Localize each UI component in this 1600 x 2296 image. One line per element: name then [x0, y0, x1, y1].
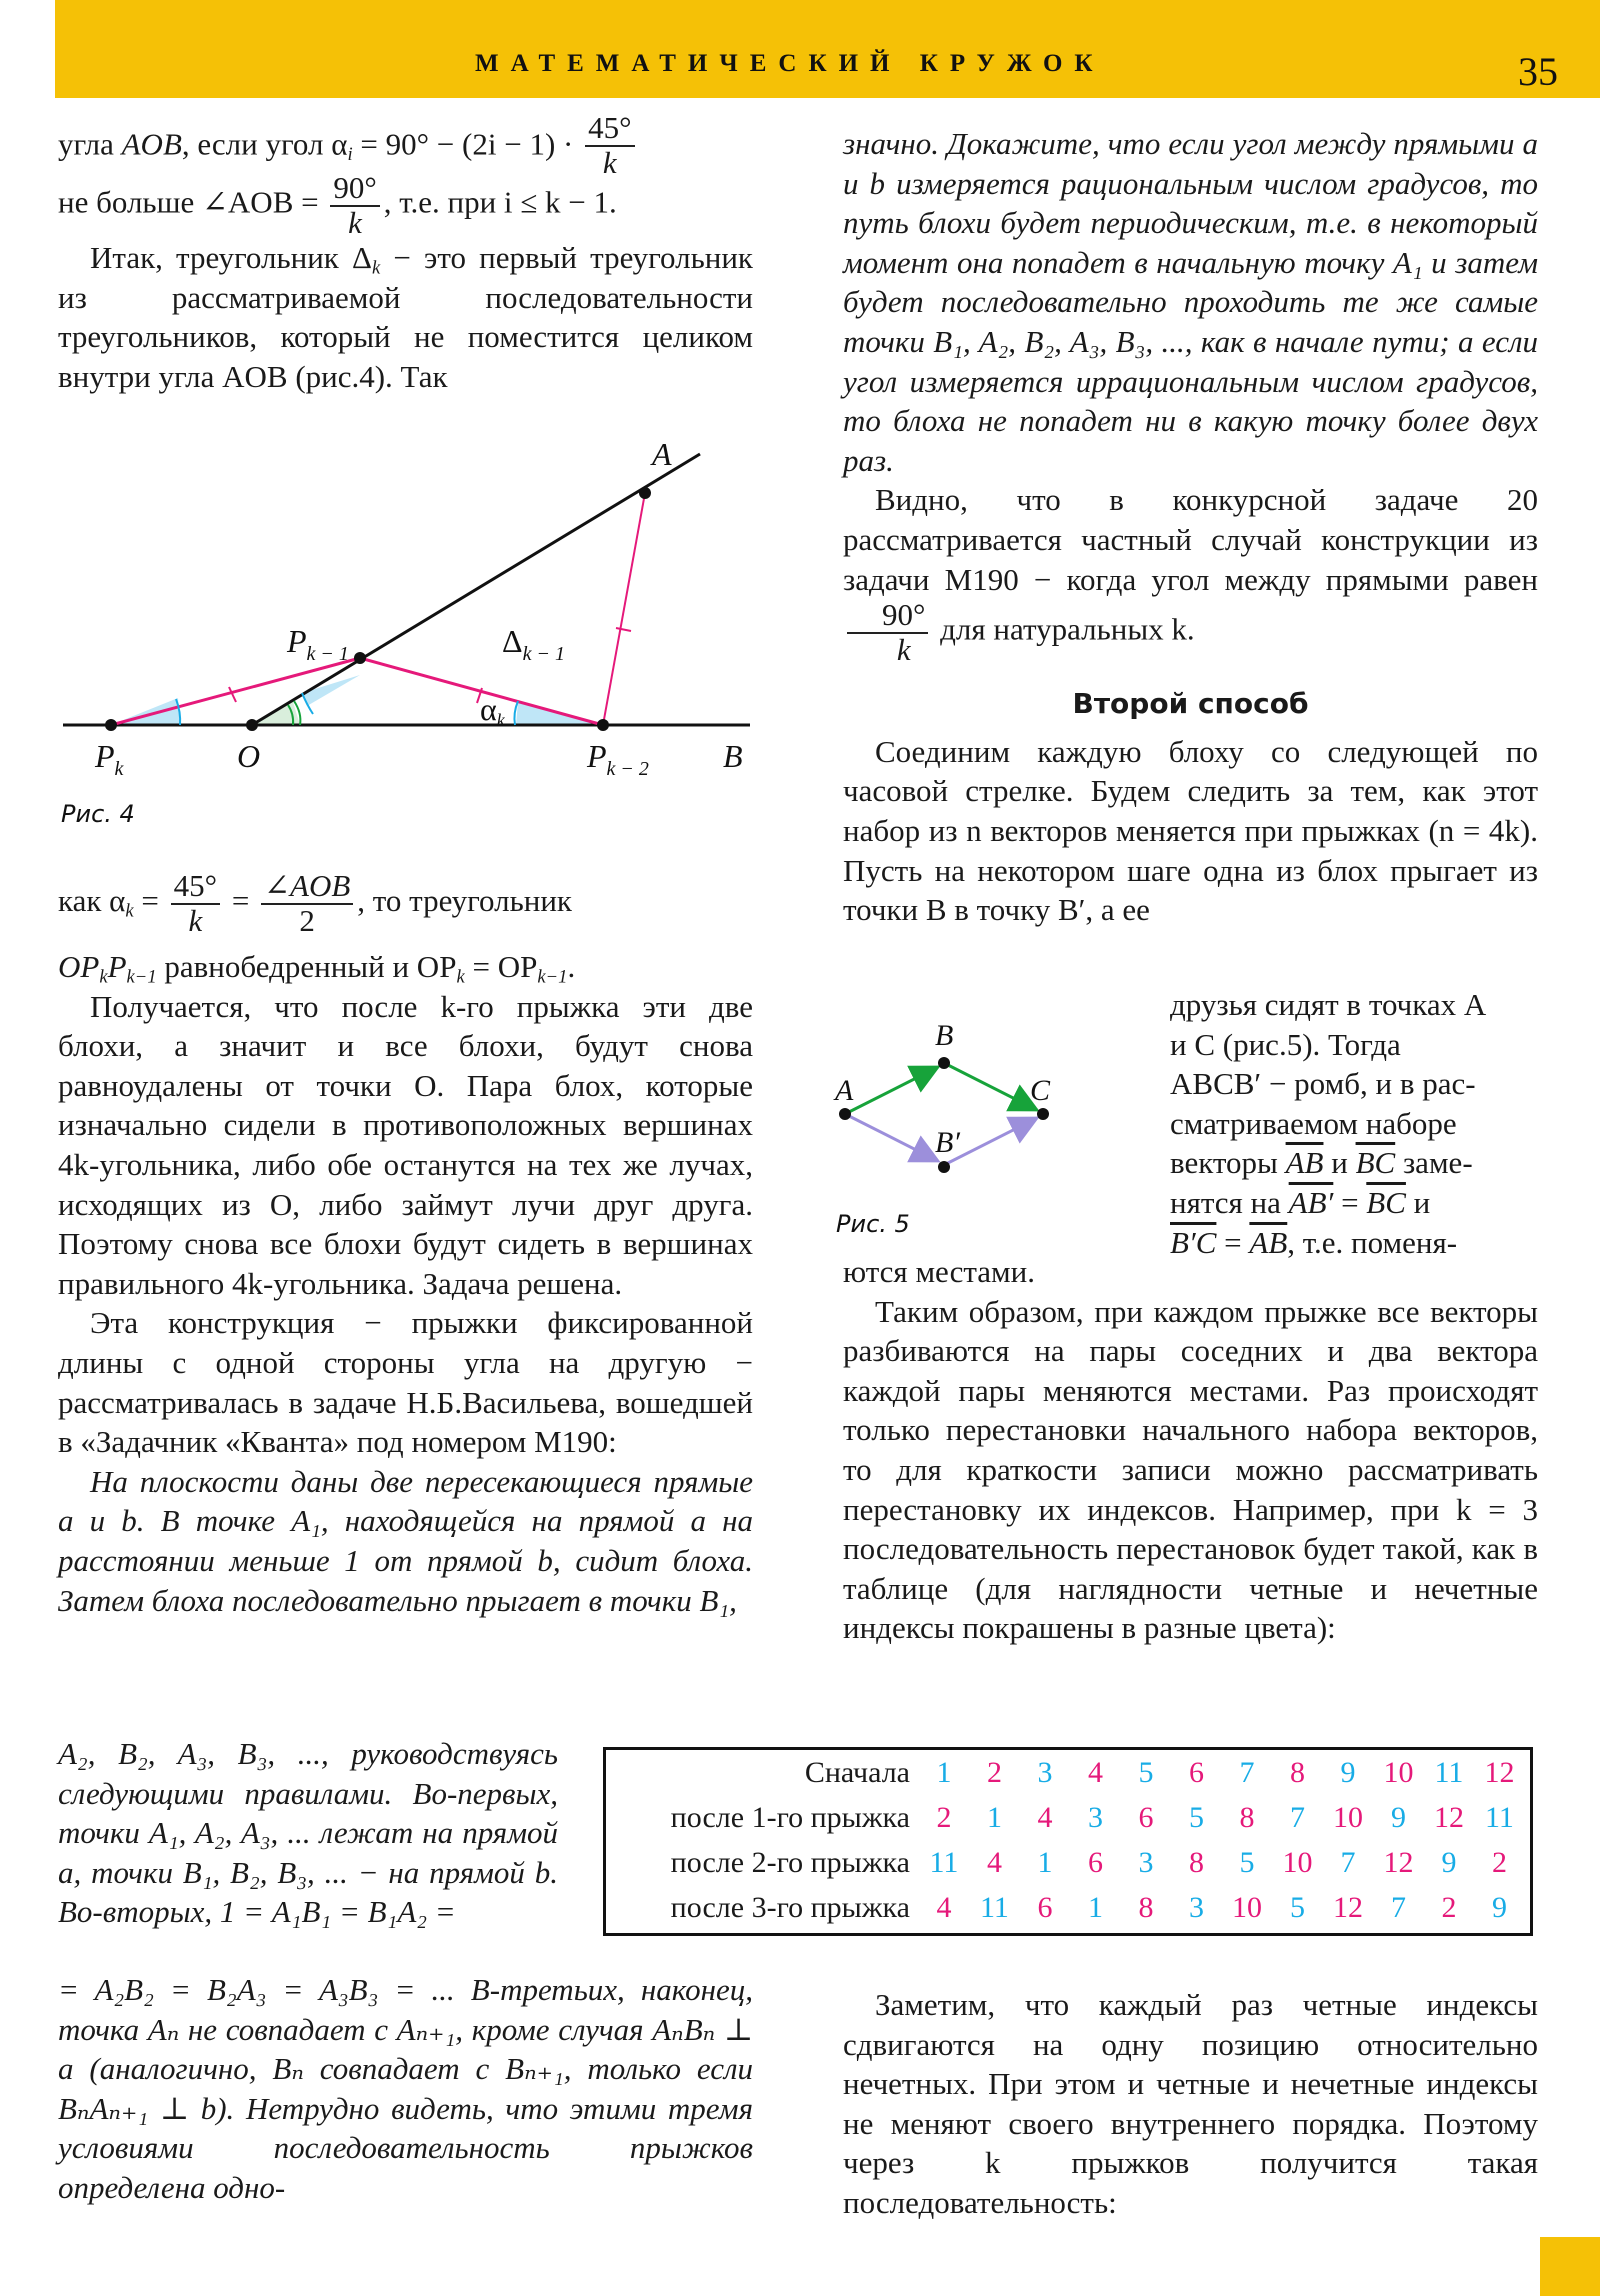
label-a: A [652, 436, 672, 472]
text: , если угол α [181, 126, 348, 162]
table-cell: 7 [1239, 1756, 1255, 1789]
table-cell: 6 [1037, 1891, 1053, 1924]
table-cell: 4 [1088, 1756, 1103, 1789]
table-cell: 5 [1138, 1756, 1154, 1789]
fraction-numerator: 45° [585, 112, 634, 147]
table-cell: 11 [1434, 1756, 1464, 1789]
row-label: после 3-го прыжка [670, 1891, 910, 1924]
section-running-title: МАТЕМАТИЧЕСКИЙ КРУЖОК [475, 50, 1105, 77]
vector-abp: AB′ [1288, 1184, 1334, 1220]
label-pk2: $P_{k - 2}$ [587, 738, 649, 780]
problem-m190-part2: A₂, B₂, A₃, B₃, ..., руководствуясь следующими правилами. Во-первых, точки A₁, A₂, A₃, ... лежат на прямой a, точки B₁, B₂, B₃, ... − на прямой b. Во-вторых, 1 = A₁B₁ = B₁A₂ = [58, 1736, 558, 1930]
paragraph-eta-konstrukciya: Эта конструкция − прыжки фиксированной длины с одной стороны угла на другую − рассматривалась в задаче Н.Б.Васильева, вошедшей в «Задачник «Кванта» под номером М190: [58, 1305, 753, 1460]
fraction [847, 599, 928, 666]
point-b [938, 1057, 950, 1069]
table-cell: 8 [1189, 1846, 1204, 1879]
figure-5-caption: Рис. 5 [836, 1210, 910, 1238]
fraction-numerator: 90° [330, 172, 379, 207]
vector-ab [845, 1067, 938, 1114]
text: Видно, что в конкурсной задаче 20 рассматривается частный случай конструкции из задачи М190 − когда угол между прямыми равен [843, 482, 1538, 597]
page-header [55, 0, 1600, 98]
table-cell: 6 [1088, 1846, 1103, 1879]
row-label: Сначала [804, 1756, 910, 1789]
table-cell: 10 [1333, 1801, 1363, 1834]
table-row [606, 1801, 1530, 1847]
line: $B'C = \overline{AB}$, т.е. поменя- [1170, 1224, 1458, 1260]
text: угла [58, 126, 122, 162]
subscript: k−1 [537, 966, 568, 988]
left-column-end [58, 1970, 753, 2208]
vector-bc: $\overline{BC}$ [1355, 1145, 1396, 1181]
table-cell: 4 [987, 1846, 1002, 1879]
fraction [261, 870, 353, 937]
point-a [639, 487, 651, 499]
text: как α [58, 883, 126, 918]
table-cell: 3 [1088, 1801, 1103, 1834]
line: ются местами. [843, 1254, 1035, 1289]
paragraph-takim-obrazom: Таким образом, при каждом прыжке все векторы разбиваются на пары соседних и два вектора каждой пары меняются местами. Раз происходят только перестановки начального набора векторов, то для краткости записи можно рассматривать перестановку их индексов. Например, при k = 3 последовательность перестановок будет такой, как в таблице (для наглядности четные и нечетные индексы покрашены в разные цвета): [843, 1293, 1538, 1646]
figure-4 [55, 430, 755, 850]
text: и [1323, 1145, 1356, 1181]
corner-decoration [1540, 2237, 1600, 2296]
fraction-denominator: k [896, 631, 911, 667]
subscript: k [99, 966, 108, 988]
line [1170, 1143, 1538, 1183]
text: заме- [1395, 1145, 1473, 1181]
table-row [606, 1756, 1530, 1802]
text: для натуральных k. [932, 611, 1195, 647]
table-cell: 11 [929, 1846, 959, 1879]
label-a: A [835, 1074, 854, 1107]
figure-4-caption: Рис. 4 [61, 800, 135, 828]
permutation-table [603, 1747, 1533, 1936]
label-pk: $P_k$ [95, 738, 124, 780]
subscript: k [125, 900, 134, 922]
table-cell: 9 [1441, 1846, 1457, 1879]
left-column [58, 112, 753, 396]
subscript: k [456, 966, 465, 988]
right-column [843, 124, 1538, 930]
table-cell: 10 [1232, 1891, 1262, 1924]
subscript: k−1 [126, 966, 157, 988]
vector-bc [944, 1063, 1037, 1110]
point-pk2 [597, 719, 609, 731]
paragraph-zametim: Заметим, что каждый раз четные индексы сдвигаются на одну позицию относительно нечетных. При этом и четные и нечетные индексы не меняют своего внутреннего порядка. Поэтому через k прыжков получится такая последовательность: [843, 1987, 1538, 2220]
subscript: k [371, 257, 381, 279]
text: = [133, 883, 167, 918]
right-column-end [843, 1985, 1538, 2223]
point-a [839, 1108, 851, 1120]
right-column-wrap [1170, 985, 1538, 1262]
table-cell: 7 [1391, 1891, 1406, 1924]
text: , то треугольник [357, 883, 572, 918]
vector-abp [845, 1114, 938, 1161]
fraction-numerator: ∠AOB [261, 870, 353, 905]
line: ABCB′ − ромб, и в рас- [1170, 1066, 1476, 1102]
section-title: Второй способ [1072, 687, 1309, 721]
table-cell: 6 [1138, 1801, 1154, 1834]
text: = [1333, 1184, 1367, 1220]
table-cell: 1 [1088, 1891, 1103, 1924]
point-o [246, 719, 258, 731]
text: = OP [464, 949, 538, 984]
label-bp: B′ [935, 1126, 960, 1159]
text: , т.е. поменя- [1287, 1224, 1458, 1260]
problem-m190-part4: значно. Докажите, что если угол между прямыми a и b измеряется рациональным числом градусов, то путь блохи будет периодическим, т.е. в некоторый момент она попадет в начальную точку A₁ и затем будет последовательно проходить те же самые точки B₁, A₂, B₂, A₃, B₃, ..., как в начале пути; а если угол измеряется иррациональным числом градусов, то блоха не попадет ни в какую точку более двух раз. [843, 126, 1538, 478]
text: не больше ∠AOB = [58, 184, 327, 220]
table-cell: 2 [1441, 1891, 1457, 1924]
table-cell: 12 [1383, 1846, 1414, 1879]
fraction-denominator: k [602, 144, 617, 180]
left-column-wrap [58, 1734, 558, 1932]
math: OP [58, 949, 100, 984]
label-delta: $\Delta_{k - 1}$ [502, 623, 565, 665]
paragraph-poluchaetsya: Получается, что после k-го прыжка эти две блохи, а значит и все блохи, будут снова равноудалены от точки O. Пара блох, которые изначально сидели в противоположных вершинах 4k-угольника, либо обе останутся на тех же лучах, исходящих из O, либо займут лучи друг друга. Поэтому снова все блохи будут сидеть в вершинах правильного 4k-угольника. Задача решена. [58, 988, 753, 1301]
table-cell: 12 [1333, 1891, 1363, 1924]
table-cell: 10 [1383, 1756, 1414, 1789]
table-cell: 2 [936, 1801, 952, 1834]
formula-line-1 [58, 110, 753, 180]
point-c [1037, 1108, 1049, 1120]
vector-bpc: B′C [1170, 1224, 1217, 1260]
ray-oa [252, 454, 700, 725]
fraction-denominator: k [188, 902, 203, 938]
table-cell: 9 [1391, 1801, 1406, 1834]
vector-ab: $\overline{AB}$ [1249, 1224, 1288, 1260]
line [1170, 1183, 1538, 1223]
table-cell: 10 [1282, 1846, 1313, 1879]
right-column-cont [843, 1252, 1538, 1648]
fraction-denominator: k [348, 204, 362, 240]
table-cell: 3 [1189, 1891, 1204, 1924]
paragraph-itak [58, 238, 753, 396]
label-b: B [935, 1019, 954, 1052]
problem-m190-part1: На плоскости даны две пересекающиеся прямые a и b. В точке A₁, находящейся на прямой a на расстоянии меньше 1 от прямой b, сидит блоха. Затем блоха последовательно прыгает в точки B₁, [58, 1463, 753, 1618]
vector-ab: $\overline{AB}$ [1285, 1145, 1324, 1181]
line: друзья сидят в точках A [1170, 987, 1487, 1022]
segment-pk2-a [603, 493, 645, 725]
table-cell: 8 [1290, 1756, 1305, 1789]
table-cell: 5 [1239, 1846, 1255, 1879]
row-label: после 2-го прыжка [670, 1846, 910, 1879]
problem-m190-part3: = A₂B₂ = B₂A₃ = A₃B₃ = ... В-третьих, наконец, точка Aₙ не совпадает с Aₙ₊₁, кроме случая AₙBₙ ⊥ a (аналогично, Bₙ совпадает с Bₙ₊₁, только если BₙAₙ₊₁ ⊥ b). Нетрудно видеть, что этими тремя условиями последовательность прыжков определена одно- [58, 1972, 753, 2205]
text: , т.е. при i ≤ k − 1. [383, 184, 617, 220]
tick-mark [616, 628, 631, 631]
row-label: после 1-го прыжка [670, 1801, 910, 1834]
left-column-cont [58, 855, 753, 1620]
table-cell: 2 [1492, 1846, 1507, 1879]
page-number: 35 [1518, 49, 1558, 94]
text: = 90° − (2i − 1) · [352, 126, 582, 162]
table-cell: 9 [1340, 1756, 1356, 1789]
text: Итак, треугольник Δ [90, 240, 372, 275]
table-cell: 11 [980, 1891, 1009, 1924]
label-alpha: αk [480, 691, 505, 730]
math-aob: AOB [121, 126, 182, 162]
point-pk [105, 719, 117, 731]
fraction-numerator: 45° [171, 870, 220, 905]
label-b: B [723, 738, 743, 774]
table-cell: 3 [1138, 1846, 1154, 1879]
table-cell: 5 [1189, 1801, 1204, 1834]
table-cell: 7 [1340, 1846, 1356, 1879]
table-cell: 11 [1485, 1801, 1514, 1834]
point-bp [938, 1161, 950, 1173]
line: и C (рис.5). Тогда [1170, 1026, 1401, 1062]
fraction [585, 112, 634, 179]
table-cell: 8 [1239, 1801, 1255, 1834]
table-cell: 12 [1434, 1801, 1464, 1834]
table-cell: 1 [987, 1801, 1002, 1834]
table-cell: 12 [1484, 1756, 1515, 1789]
table-cell: 1 [1037, 1846, 1053, 1879]
point-pk1 [354, 652, 366, 664]
fraction [171, 870, 220, 937]
label-o: O [237, 738, 261, 774]
table-cell: 5 [1290, 1891, 1305, 1924]
table-cell: 4 [1037, 1801, 1053, 1834]
table-cell: 7 [1290, 1801, 1305, 1834]
paragraph-vidno [843, 480, 1538, 666]
label-pk1: $P_{k - 1}$ [287, 623, 349, 665]
table-cell: 2 [987, 1756, 1002, 1789]
text: нятся на [1170, 1184, 1289, 1220]
table-cell: 3 [1037, 1756, 1053, 1789]
table-cell: 8 [1138, 1891, 1154, 1924]
vector-bc: $\overline{BC}$ [1366, 1184, 1406, 1220]
text: векторы [1170, 1145, 1286, 1181]
text: − это первый треугольник из рассматриваемой последовательности треугольников, который не поместится целиком внутри угла AOB (рис.4). Так [58, 240, 753, 394]
table-cell: 4 [936, 1891, 952, 1924]
fraction [330, 172, 379, 239]
figure-5 [830, 1010, 1150, 1240]
label-c: C [1030, 1074, 1051, 1107]
formula-line-2 [58, 172, 753, 238]
text: и [1405, 1184, 1431, 1220]
fraction-denominator: 2 [299, 902, 315, 938]
paragraph-soedinim: Соединим каждую блоху со следующей по часовой стрелке. Будем следить за тем, как этот набор из n векторов меняется при прыжках (n = 4k). Пусть на некотором шаге одна из блох прыгает из точки B в точку B′, а ее [843, 733, 1538, 928]
table-cell: 9 [1492, 1891, 1507, 1924]
subscript: i [347, 144, 353, 166]
math: P [107, 949, 127, 984]
formula-op: $OP_kP_{k-1}$ равнобедренный и $OP_k = OP_{k-1}$. [58, 949, 576, 988]
formula-kak: как $\alpha_k$ = $\frac{45^\circ}{k}$ = $\frac{\text{∠AOB}}{2}$ , то треугольник [58, 868, 572, 938]
text: равнобедренный и OP [156, 949, 457, 984]
table-cell: 6 [1189, 1756, 1204, 1789]
table-cell: 1 [936, 1756, 952, 1789]
fraction-numerator: 90° [847, 599, 928, 634]
line: сматриваемом наборе [1170, 1105, 1457, 1141]
table-row [606, 1846, 1530, 1892]
table-row [606, 1891, 1530, 1937]
